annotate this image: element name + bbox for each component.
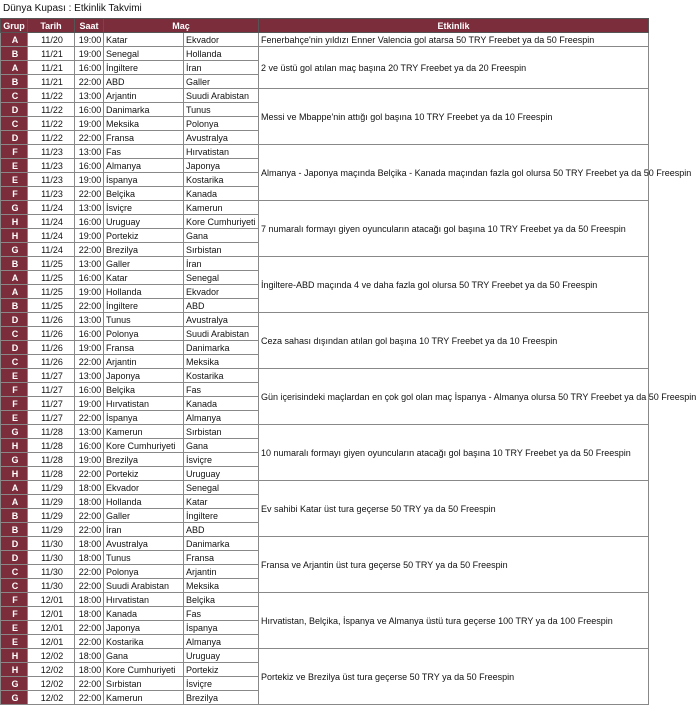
home-team-cell: Ekvador: [104, 481, 184, 495]
group-cell: E: [1, 621, 28, 635]
home-team-cell: Uruguay: [104, 215, 184, 229]
time-cell: 19:00: [75, 341, 104, 355]
home-team-cell: Katar: [104, 271, 184, 285]
away-team-cell: Fas: [184, 607, 259, 621]
date-cell: 12/02: [28, 691, 75, 705]
home-team-cell: İsviçre: [104, 201, 184, 215]
table-row: [1, 33, 649, 47]
time-cell: 16:00: [75, 103, 104, 117]
away-team-cell: İsviçre: [184, 677, 259, 691]
home-team-cell: Hırvatistan: [104, 593, 184, 607]
group-cell: E: [1, 369, 28, 383]
time-cell: 19:00: [75, 173, 104, 187]
away-team-cell: Brezilya: [184, 691, 259, 705]
home-team-cell: Fas: [104, 145, 184, 159]
away-team-cell: Avustralya: [184, 131, 259, 145]
time-cell: 18:00: [75, 649, 104, 663]
group-cell: F: [1, 187, 28, 201]
away-team-cell: Senegal: [184, 481, 259, 495]
home-team-cell: ABD: [104, 75, 184, 89]
date-cell: 11/28: [28, 453, 75, 467]
group-cell: E: [1, 635, 28, 649]
away-team-cell: İngiltere: [184, 509, 259, 523]
home-team-cell: İspanya: [104, 411, 184, 425]
home-team-cell: Almanya: [104, 159, 184, 173]
date-cell: 11/27: [28, 411, 75, 425]
home-team-cell: Galler: [104, 509, 184, 523]
date-cell: 11/21: [28, 61, 75, 75]
date-cell: 11/22: [28, 89, 75, 103]
time-cell: 16:00: [75, 159, 104, 173]
home-team-cell: Brezilya: [104, 243, 184, 257]
away-team-cell: Katar: [184, 495, 259, 509]
table-row: [1, 313, 649, 327]
group-cell: F: [1, 607, 28, 621]
away-team-cell: Hırvatistan: [184, 145, 259, 159]
event-description-cell: Fransa ve Arjantin üst tura geçerse 50 TRY ya da 50 Freespin: [259, 537, 649, 593]
time-cell: 16:00: [75, 215, 104, 229]
date-cell: 11/20: [28, 33, 75, 47]
away-team-cell: Meksika: [184, 355, 259, 369]
date-cell: 11/25: [28, 285, 75, 299]
home-team-cell: Gana: [104, 649, 184, 663]
time-cell: 13:00: [75, 369, 104, 383]
group-cell: F: [1, 593, 28, 607]
home-team-cell: Hollanda: [104, 285, 184, 299]
group-cell: G: [1, 691, 28, 705]
time-cell: 18:00: [75, 663, 104, 677]
home-team-cell: Kanada: [104, 607, 184, 621]
table-row: [1, 425, 649, 439]
date-cell: 11/27: [28, 383, 75, 397]
date-cell: 11/21: [28, 47, 75, 61]
event-description-cell: Ev sahibi Katar üst tura geçerse 50 TRY ya da 50 Freespin: [259, 481, 649, 537]
time-cell: 19:00: [75, 285, 104, 299]
event-description-cell: İngiltere-ABD maçında 4 ve daha fazla gol olursa 50 TRY Freebet ya da 50 Freespin: [259, 257, 649, 313]
col-header-event: Etkinlik: [259, 19, 649, 33]
time-cell: 22:00: [75, 579, 104, 593]
away-team-cell: Sırbistan: [184, 425, 259, 439]
away-team-cell: Kore Cumhuriyeti: [184, 215, 259, 229]
group-cell: H: [1, 439, 28, 453]
date-cell: 11/26: [28, 355, 75, 369]
date-cell: 11/26: [28, 341, 75, 355]
time-cell: 18:00: [75, 607, 104, 621]
away-team-cell: İsviçre: [184, 453, 259, 467]
away-team-cell: Hollanda: [184, 47, 259, 61]
date-cell: 11/30: [28, 579, 75, 593]
date-cell: 11/24: [28, 229, 75, 243]
group-cell: D: [1, 131, 28, 145]
group-cell: C: [1, 355, 28, 369]
date-cell: 12/01: [28, 621, 75, 635]
group-cell: H: [1, 467, 28, 481]
group-cell: D: [1, 313, 28, 327]
group-cell: C: [1, 565, 28, 579]
home-team-cell: Senegal: [104, 47, 184, 61]
table-row: [1, 537, 649, 551]
group-cell: B: [1, 47, 28, 61]
date-cell: 11/28: [28, 425, 75, 439]
date-cell: 11/24: [28, 201, 75, 215]
home-team-cell: Japonya: [104, 621, 184, 635]
group-cell: F: [1, 383, 28, 397]
home-team-cell: Kamerun: [104, 425, 184, 439]
date-cell: 11/29: [28, 509, 75, 523]
date-cell: 11/22: [28, 117, 75, 131]
group-cell: B: [1, 523, 28, 537]
away-team-cell: Avustralya: [184, 313, 259, 327]
away-team-cell: Gana: [184, 229, 259, 243]
date-cell: 12/01: [28, 607, 75, 621]
time-cell: 19:00: [75, 33, 104, 47]
time-cell: 13:00: [75, 257, 104, 271]
time-cell: 22:00: [75, 131, 104, 145]
time-cell: 16:00: [75, 383, 104, 397]
away-team-cell: Belçika: [184, 593, 259, 607]
time-cell: 13:00: [75, 425, 104, 439]
home-team-cell: Meksika: [104, 117, 184, 131]
home-team-cell: Portekiz: [104, 467, 184, 481]
home-team-cell: Hollanda: [104, 495, 184, 509]
time-cell: 22:00: [75, 187, 104, 201]
date-cell: 11/25: [28, 299, 75, 313]
group-cell: B: [1, 299, 28, 313]
home-team-cell: Galler: [104, 257, 184, 271]
group-cell: G: [1, 677, 28, 691]
home-team-cell: Polonya: [104, 327, 184, 341]
away-team-cell: Suudi Arabistan: [184, 327, 259, 341]
date-cell: 11/30: [28, 537, 75, 551]
time-cell: 13:00: [75, 201, 104, 215]
date-cell: 11/30: [28, 565, 75, 579]
away-team-cell: Uruguay: [184, 649, 259, 663]
table-row: [1, 257, 649, 271]
group-cell: A: [1, 495, 28, 509]
group-cell: D: [1, 341, 28, 355]
event-description-cell: Portekiz ve Brezilya üst tura geçerse 50 TRY ya da 50 Freespin: [259, 649, 649, 705]
away-team-cell: Meksika: [184, 579, 259, 593]
group-cell: E: [1, 159, 28, 173]
group-cell: D: [1, 551, 28, 565]
time-cell: 22:00: [75, 635, 104, 649]
away-team-cell: İran: [184, 61, 259, 75]
home-team-cell: Kore Cumhuriyeti: [104, 663, 184, 677]
away-team-cell: Polonya: [184, 117, 259, 131]
home-team-cell: Kamerun: [104, 691, 184, 705]
away-team-cell: Fas: [184, 383, 259, 397]
group-cell: H: [1, 663, 28, 677]
date-cell: 11/26: [28, 313, 75, 327]
date-cell: 12/01: [28, 635, 75, 649]
group-cell: C: [1, 89, 28, 103]
time-cell: 18:00: [75, 495, 104, 509]
away-team-cell: İran: [184, 257, 259, 271]
group-cell: G: [1, 243, 28, 257]
time-cell: 22:00: [75, 691, 104, 705]
date-cell: 12/02: [28, 649, 75, 663]
table-row: [1, 649, 649, 663]
away-team-cell: Almanya: [184, 635, 259, 649]
event-description-cell: Gün içerisindeki maçlardan en çok gol olan maç İspanya - Almanya olursa 50 TRY Freebet ya da 50 Freespin: [259, 369, 649, 425]
date-cell: 12/02: [28, 677, 75, 691]
home-team-cell: Sırbistan: [104, 677, 184, 691]
group-cell: E: [1, 173, 28, 187]
page-title: Dünya Kupası : Etkinlik Takvimi: [3, 3, 142, 14]
time-cell: 13:00: [75, 313, 104, 327]
away-team-cell: Danimarka: [184, 537, 259, 551]
event-description-cell: Almanya - Japonya maçında Belçika - Kanada maçından fazla gol olursa 50 TRY Freebet ya da 50 Freespin: [259, 145, 649, 201]
group-cell: A: [1, 33, 28, 47]
group-cell: C: [1, 579, 28, 593]
time-cell: 13:00: [75, 145, 104, 159]
event-description-cell: Messi ve Mbappe'nin attığı gol başına 10 TRY Freebet ya da 10 Freespin: [259, 89, 649, 145]
event-description-cell: Fenerbahçe'nin yıldızı Enner Valencia gol atarsa 50 TRY Freebet ya da 50 Freespin: [259, 33, 649, 47]
time-cell: 19:00: [75, 397, 104, 411]
group-cell: G: [1, 453, 28, 467]
home-team-cell: Tunus: [104, 551, 184, 565]
home-team-cell: Kostarika: [104, 635, 184, 649]
event-description-cell: Ceza sahası dışından atılan gol başına 10 TRY Freebet ya da 10 Freespin: [259, 313, 649, 369]
group-cell: E: [1, 411, 28, 425]
time-cell: 19:00: [75, 117, 104, 131]
home-team-cell: Portekiz: [104, 229, 184, 243]
group-cell: B: [1, 257, 28, 271]
away-team-cell: Sırbistan: [184, 243, 259, 257]
time-cell: 16:00: [75, 271, 104, 285]
table-row: [1, 481, 649, 495]
away-team-cell: ABD: [184, 523, 259, 537]
date-cell: 11/23: [28, 187, 75, 201]
group-cell: D: [1, 537, 28, 551]
date-cell: 11/24: [28, 215, 75, 229]
date-cell: 11/26: [28, 327, 75, 341]
time-cell: 22:00: [75, 75, 104, 89]
time-cell: 22:00: [75, 411, 104, 425]
table-row: [1, 145, 649, 159]
time-cell: 16:00: [75, 61, 104, 75]
away-team-cell: Ekvador: [184, 285, 259, 299]
group-cell: H: [1, 229, 28, 243]
time-cell: 22:00: [75, 355, 104, 369]
group-cell: D: [1, 103, 28, 117]
col-header-date: Tarih: [28, 19, 75, 33]
date-cell: 12/01: [28, 593, 75, 607]
time-cell: 19:00: [75, 47, 104, 61]
time-cell: 18:00: [75, 481, 104, 495]
home-team-cell: Japonya: [104, 369, 184, 383]
away-team-cell: Senegal: [184, 271, 259, 285]
home-team-cell: İngiltere: [104, 299, 184, 313]
date-cell: 11/21: [28, 75, 75, 89]
table-row: [1, 47, 649, 61]
home-team-cell: Katar: [104, 33, 184, 47]
event-description-cell: Hırvatistan, Belçika, İspanya ve Almanya üstü tura geçerse 100 TRY ya da 100 Freespin: [259, 593, 649, 649]
time-cell: 22:00: [75, 243, 104, 257]
home-team-cell: Tunus: [104, 313, 184, 327]
table-row: [1, 201, 649, 215]
event-description-cell: 10 numaralı formayı giyen oyuncuların atacağı gol başına 10 TRY Freebet ya da 50 Freespin: [259, 425, 649, 481]
col-header-time: Saat: [75, 19, 104, 33]
date-cell: 11/23: [28, 145, 75, 159]
time-cell: 22:00: [75, 677, 104, 691]
date-cell: 11/27: [28, 369, 75, 383]
date-cell: 11/25: [28, 271, 75, 285]
group-cell: G: [1, 425, 28, 439]
time-cell: 22:00: [75, 299, 104, 313]
home-team-cell: Kore Cumhuriyeti: [104, 439, 184, 453]
home-team-cell: Arjantin: [104, 89, 184, 103]
date-cell: 11/30: [28, 551, 75, 565]
away-team-cell: Galler: [184, 75, 259, 89]
home-team-cell: İran: [104, 523, 184, 537]
away-team-cell: Portekiz: [184, 663, 259, 677]
table-row: [1, 593, 649, 607]
away-team-cell: Kostarika: [184, 369, 259, 383]
time-cell: 22:00: [75, 467, 104, 481]
schedule-body: [1, 33, 696, 705]
date-cell: 11/25: [28, 257, 75, 271]
away-team-cell: Almanya: [184, 411, 259, 425]
time-cell: 16:00: [75, 327, 104, 341]
col-header-match: Maç: [104, 19, 259, 33]
away-team-cell: Fransa: [184, 551, 259, 565]
away-team-cell: ABD: [184, 299, 259, 313]
time-cell: 22:00: [75, 565, 104, 579]
away-team-cell: Arjantin: [184, 565, 259, 579]
table-row: [1, 369, 649, 383]
date-cell: 11/23: [28, 159, 75, 173]
date-cell: 11/29: [28, 495, 75, 509]
away-team-cell: Kanada: [184, 187, 259, 201]
group-cell: G: [1, 201, 28, 215]
date-cell: 11/22: [28, 103, 75, 117]
home-team-cell: İspanya: [104, 173, 184, 187]
time-cell: 19:00: [75, 453, 104, 467]
group-cell: B: [1, 509, 28, 523]
away-team-cell: Japonya: [184, 159, 259, 173]
event-description-cell: 2 ve üstü gol atılan maç başına 20 TRY Freebet ya da 20 Freespin: [259, 47, 649, 89]
group-cell: B: [1, 75, 28, 89]
time-cell: 18:00: [75, 537, 104, 551]
date-cell: 11/28: [28, 439, 75, 453]
home-team-cell: Suudi Arabistan: [104, 579, 184, 593]
away-team-cell: Kamerun: [184, 201, 259, 215]
date-cell: 11/29: [28, 523, 75, 537]
group-cell: C: [1, 327, 28, 341]
time-cell: 22:00: [75, 523, 104, 537]
date-cell: 11/29: [28, 481, 75, 495]
time-cell: 22:00: [75, 621, 104, 635]
home-team-cell: Polonya: [104, 565, 184, 579]
home-team-cell: Danimarka: [104, 103, 184, 117]
away-team-cell: Kanada: [184, 397, 259, 411]
group-cell: C: [1, 117, 28, 131]
group-cell: H: [1, 649, 28, 663]
group-cell: A: [1, 61, 28, 75]
group-cell: A: [1, 481, 28, 495]
away-team-cell: Gana: [184, 439, 259, 453]
time-cell: 18:00: [75, 551, 104, 565]
home-team-cell: Belçika: [104, 383, 184, 397]
table-header-row: [1, 19, 649, 33]
home-team-cell: Belçika: [104, 187, 184, 201]
home-team-cell: İngiltere: [104, 61, 184, 75]
table-row: [1, 89, 649, 103]
away-team-cell: Suudi Arabistan: [184, 89, 259, 103]
away-team-cell: Ekvador: [184, 33, 259, 47]
home-team-cell: Brezilya: [104, 453, 184, 467]
group-cell: F: [1, 397, 28, 411]
away-team-cell: Uruguay: [184, 467, 259, 481]
group-cell: A: [1, 271, 28, 285]
time-cell: 22:00: [75, 509, 104, 523]
time-cell: 18:00: [75, 593, 104, 607]
group-cell: F: [1, 145, 28, 159]
away-team-cell: Danimarka: [184, 341, 259, 355]
schedule-table: [0, 18, 696, 705]
date-cell: 11/23: [28, 173, 75, 187]
away-team-cell: İspanya: [184, 621, 259, 635]
date-cell: 11/24: [28, 243, 75, 257]
time-cell: 19:00: [75, 229, 104, 243]
time-cell: 16:00: [75, 439, 104, 453]
away-team-cell: Kostarika: [184, 173, 259, 187]
date-cell: 11/27: [28, 397, 75, 411]
home-team-cell: Hırvatistan: [104, 397, 184, 411]
home-team-cell: Arjantin: [104, 355, 184, 369]
home-team-cell: Fransa: [104, 131, 184, 145]
event-description-cell: 7 numaralı formayı giyen oyuncuların atacağı gol başına 10 TRY Freebet ya da 50 Freespin: [259, 201, 649, 257]
group-cell: A: [1, 285, 28, 299]
home-team-cell: Fransa: [104, 341, 184, 355]
time-cell: 13:00: [75, 89, 104, 103]
away-team-cell: Tunus: [184, 103, 259, 117]
date-cell: 11/22: [28, 131, 75, 145]
home-team-cell: Avustralya: [104, 537, 184, 551]
col-header-group: Grup: [1, 19, 28, 33]
date-cell: 12/02: [28, 663, 75, 677]
date-cell: 11/28: [28, 467, 75, 481]
group-cell: H: [1, 215, 28, 229]
